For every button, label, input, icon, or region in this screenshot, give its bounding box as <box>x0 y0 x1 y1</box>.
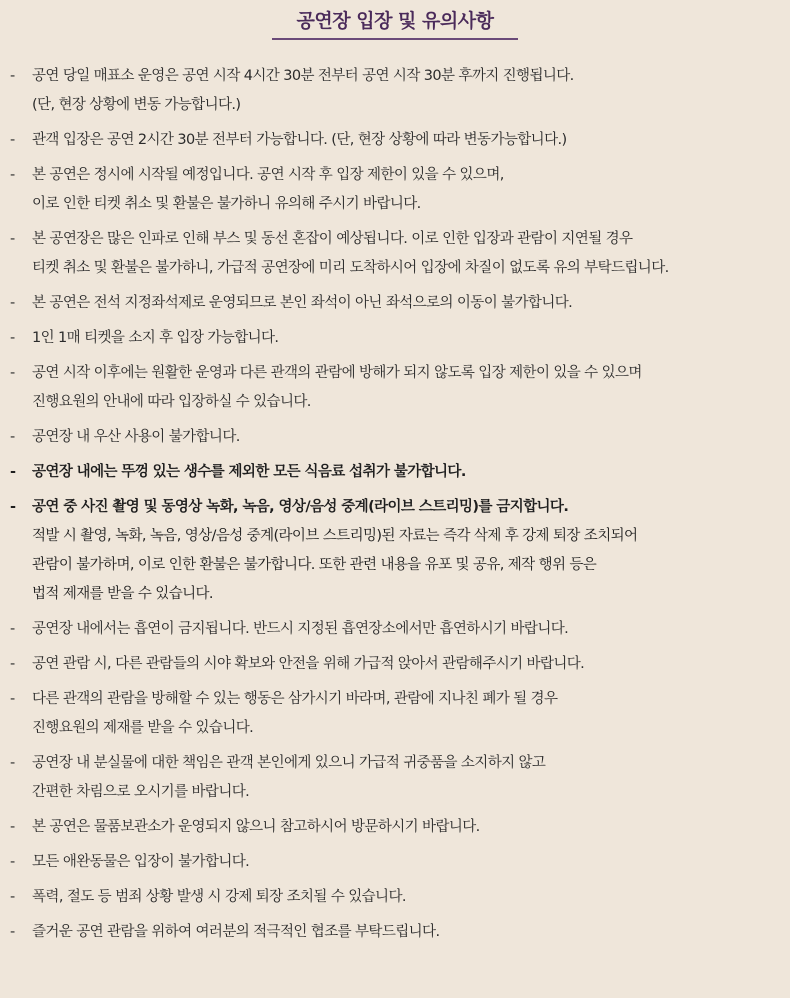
notice-text <box>32 289 572 318</box>
notice-item <box>8 848 784 877</box>
notice-line: (단, 현장 상황에 변동 가능합니다.) <box>32 97 241 113</box>
bullet-dash: - <box>10 295 15 311</box>
notice-line: 즐거운 공연 관람을 위하여 여러분의 적극적인 협조를 부탁드립니다. <box>32 924 440 940</box>
notice-item <box>8 749 784 807</box>
notice-line: 본 공연은 물품보관소가 운영되지 않으니 참고하시어 방문하시기 바랍니다. <box>32 819 480 835</box>
notice-text <box>32 650 584 679</box>
notice-line: 티켓 취소 및 환불은 불가하니, 가급적 공연장에 미리 도착하시어 입장에 차질이 없도록 유의 부탁드립니다. <box>32 260 669 276</box>
bullet-dash: - <box>10 621 15 637</box>
notice-line: 법적 제재를 받을 수 있습니다. <box>32 586 213 602</box>
notice-item <box>8 493 784 609</box>
bullet-dash: - <box>10 889 15 905</box>
bullet-dash: - <box>10 819 15 835</box>
notice-text <box>32 324 278 353</box>
notice-item <box>8 289 784 318</box>
bullet-dash: - <box>10 365 15 381</box>
notice-text <box>32 161 504 219</box>
notice-item <box>8 225 784 283</box>
notice-text <box>32 685 557 743</box>
notice-line: 폭력, 절도 등 범죄 상황 발생 시 강제 퇴장 조치될 수 있습니다. <box>32 889 406 905</box>
notice-text <box>32 848 249 877</box>
notice-item <box>8 813 784 842</box>
notice-item <box>8 883 784 912</box>
bullet-dash: - <box>10 464 16 480</box>
notice-item <box>8 615 784 644</box>
notice-line: 공연장 내에서는 흡연이 금지됩니다. 반드시 지정된 흡연장소에서만 흡연하시기 바랍니다. <box>32 621 569 637</box>
notice-line: 이로 인한 티켓 취소 및 환불은 불가하니 유의해 주시기 바랍니다. <box>32 196 421 212</box>
notice-text <box>32 423 240 452</box>
notice-text <box>32 918 439 947</box>
notice-line: 간편한 차림으로 오시기를 바랍니다. <box>32 784 250 800</box>
notice-item <box>8 423 784 452</box>
notice-text <box>32 126 567 155</box>
title-underline <box>272 38 518 40</box>
notice-list <box>8 62 784 953</box>
notice-item <box>8 685 784 743</box>
notice-line: 관객 입장은 공연 2시간 30분 전부터 가능합니다. (단, 현장 상황에 따라 변동가능합니다.) <box>32 132 567 148</box>
notice-item <box>8 324 784 353</box>
notice-line: 공연 시작 이후에는 원활한 운영과 다른 관객의 관람에 방해가 되지 않도록 입장 제한이 있을 수 있으며 <box>32 365 642 381</box>
notice-item <box>8 650 784 679</box>
bullet-dash: - <box>10 499 16 515</box>
notice-item <box>8 359 784 417</box>
notice-line: 공연장 내 분실물에 대한 책임은 관객 본인에게 있으니 가급적 귀중품을 소지하지 않고 <box>32 755 546 771</box>
bullet-dash: - <box>10 167 15 183</box>
notice-line: 공연 관람 시, 다른 관람들의 시야 확보와 안전을 위해 가급적 앉아서 관람해주시기 바랍니다. <box>32 656 585 672</box>
notice-line: 공연장 내에는 뚜껑 있는 생수를 제외한 모든 식음료 섭취가 불가합니다. <box>32 464 466 480</box>
bullet-dash: - <box>10 132 15 148</box>
notice-line: 다른 관객의 관람을 방해할 수 있는 행동은 삼가시기 바라며, 관람에 지나친 폐가 될 경우 <box>32 691 558 707</box>
bullet-dash: - <box>10 755 15 771</box>
notice-text <box>32 458 466 487</box>
bullet-dash: - <box>10 924 15 940</box>
notice-line: 본 공연은 정시에 시작될 예정입니다. 공연 시작 후 입장 제한이 있을 수 있으며, <box>32 167 504 183</box>
notice-line: 공연장 내 우산 사용이 불가합니다. <box>32 429 240 445</box>
notice-text <box>32 359 642 417</box>
notice-text <box>32 813 480 842</box>
notice-text <box>32 749 545 807</box>
notice-line: 본 공연은 전석 지정좌석제로 운영되므로 본인 좌석이 아닌 좌석으로의 이동이 불가합니다. <box>32 295 573 311</box>
notice-item <box>8 161 784 219</box>
notice-text <box>32 493 637 609</box>
notice-line: 진행요원의 제재를 받을 수 있습니다. <box>32 720 254 736</box>
bullet-dash: - <box>10 691 15 707</box>
notice-item <box>8 458 784 487</box>
notice-item <box>8 918 784 947</box>
notice-text <box>32 62 574 120</box>
notice-line: 관람이 불가하며, 이로 인한 환불은 불가합니다. 또한 관련 내용을 유포 및 공유, 제작 행위 등은 <box>32 557 597 573</box>
page-title: 공연장 입장 및 유의사항 <box>296 10 494 32</box>
notice-line: 1인 1매 티켓을 소지 후 입장 가능합니다. <box>32 330 279 346</box>
bullet-dash: - <box>10 68 15 84</box>
notice-text <box>32 883 406 912</box>
notice-line: 적발 시 촬영, 녹화, 녹음, 영상/음성 중계(라이브 스트리밍)된 자료는 즉각 삭제 후 강제 퇴장 조치되어 <box>32 528 638 544</box>
notice-line: 본 공연장은 많은 인파로 인해 부스 및 동선 혼잡이 예상됩니다. 이로 인한 입장과 관람이 지연될 경우 <box>32 231 633 247</box>
notice-line: 공연 중 사진 촬영 및 동영상 녹화, 녹음, 영상/음성 중계(라이브 스트리밍)를 금지합니다. <box>32 499 569 515</box>
bullet-dash: - <box>10 330 15 346</box>
notice-line: 공연 당일 매표소 운영은 공연 시작 4시간 30분 전부터 공연 시작 30분 후까지 진행됩니다. <box>32 68 574 84</box>
notice-item <box>8 62 784 120</box>
bullet-dash: - <box>10 656 15 672</box>
notice-text <box>32 615 568 644</box>
bullet-dash: - <box>10 854 15 870</box>
notice-line: 모든 애완동물은 입장이 불가합니다. <box>32 854 250 870</box>
bullet-dash: - <box>10 231 15 247</box>
notice-line: 진행요원의 안내에 따라 입장하실 수 있습니다. <box>32 394 311 410</box>
bullet-dash: - <box>10 429 15 445</box>
notice-item <box>8 126 784 155</box>
notice-text <box>32 225 669 283</box>
